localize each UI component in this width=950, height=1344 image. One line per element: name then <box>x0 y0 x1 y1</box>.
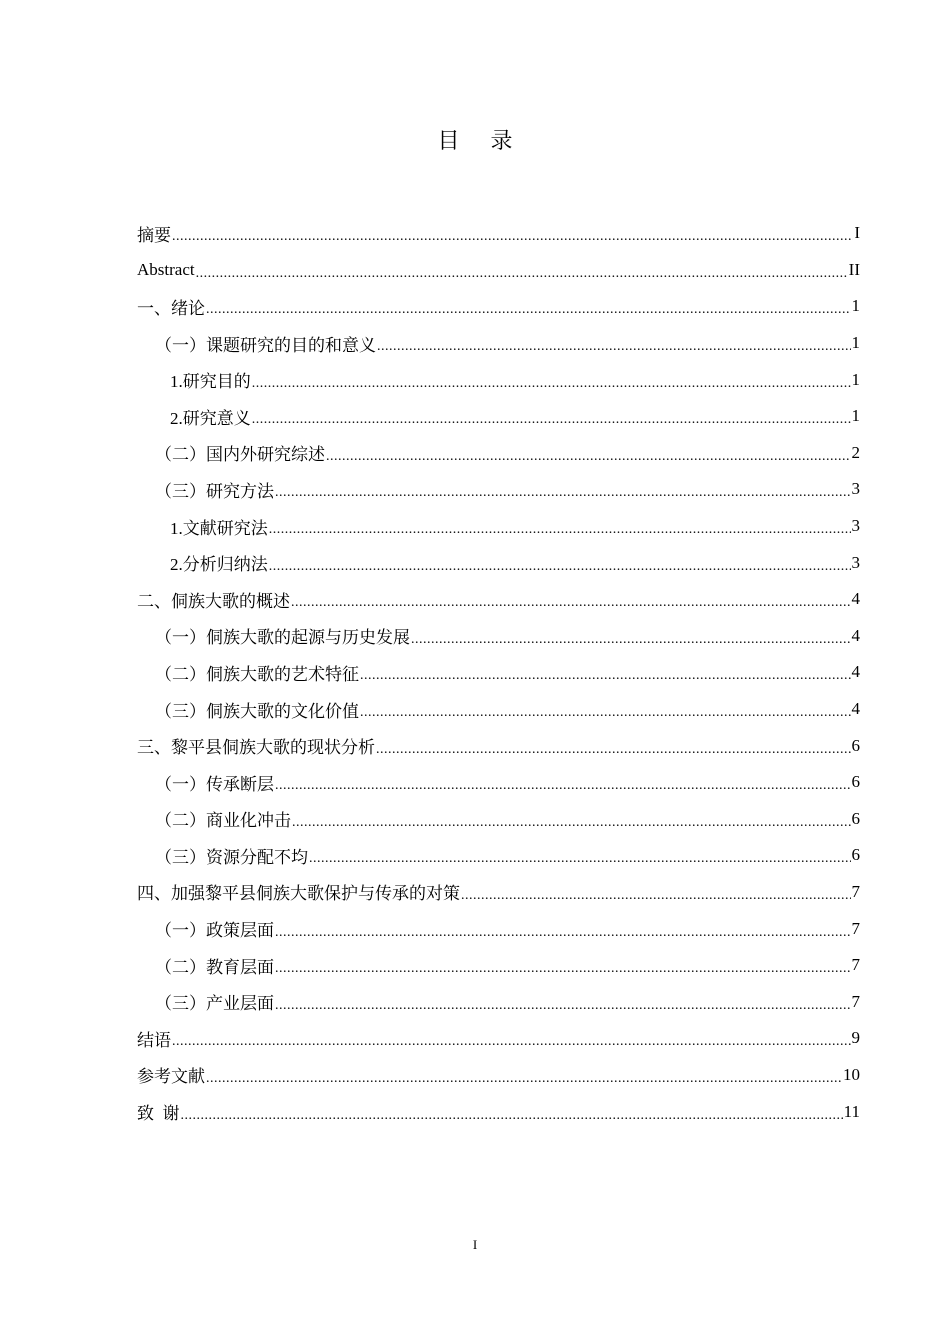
dot-leader <box>376 738 851 758</box>
toc-entry[interactable] <box>137 252 860 289</box>
toc-entry[interactable] <box>137 910 860 947</box>
dot-leader <box>309 847 851 867</box>
toc-entry-label: 摘要 <box>137 225 171 245</box>
dot-leader <box>252 372 851 392</box>
toc-entry-page: 11 <box>843 1101 860 1121</box>
toc-entry-page: 7 <box>851 881 860 901</box>
dot-leader <box>196 262 848 282</box>
toc-entry-page: 4 <box>851 589 860 609</box>
dot-leader <box>275 774 851 794</box>
toc-entry-page: 6 <box>851 735 860 755</box>
dot-leader <box>181 1104 843 1124</box>
dot-leader <box>172 225 853 245</box>
dot-leader <box>377 335 851 355</box>
dot-leader <box>269 555 851 575</box>
toc-entry-page: 3 <box>851 479 860 499</box>
toc-entry-page: 3 <box>851 552 860 572</box>
toc-entry[interactable] <box>137 544 860 581</box>
toc-entry[interactable] <box>137 508 860 545</box>
toc-entry-page: II <box>848 259 860 279</box>
toc-entry-label: 参考文献 <box>137 1067 205 1087</box>
toc-entry[interactable] <box>137 1093 860 1130</box>
toc-entry[interactable] <box>137 618 860 655</box>
table-of-contents <box>137 215 860 1130</box>
toc-entry-label: 致 谢 <box>137 1104 180 1124</box>
toc-entry-page: 2 <box>851 442 860 462</box>
toc-entry[interactable] <box>137 983 860 1020</box>
toc-entry-label: 二、侗族大歌的概述 <box>137 591 290 611</box>
dot-leader <box>360 664 851 684</box>
toc-entry-label: 三、黎平县侗族大歌的现状分析 <box>137 738 375 758</box>
toc-entry-page: 1 <box>851 296 860 316</box>
toc-entry-label: （二）商业化冲击 <box>155 811 291 831</box>
toc-entry-label: Abstract <box>137 259 195 279</box>
page-title: 目 录 <box>437 129 525 154</box>
toc-entry[interactable] <box>137 801 860 838</box>
toc-entry-label: （一）课题研究的目的和意义 <box>155 335 376 355</box>
toc-entry-page: 4 <box>851 699 860 719</box>
toc-entry-label: （二）教育层面 <box>155 957 274 977</box>
toc-entry[interactable] <box>137 288 860 325</box>
dot-leader <box>206 1067 842 1087</box>
dot-leader <box>291 591 851 611</box>
toc-entry[interactable] <box>137 874 860 911</box>
toc-entry[interactable] <box>137 691 860 728</box>
toc-entry-page: 4 <box>851 662 860 682</box>
toc-entry-label: （一）传承断层 <box>155 774 274 794</box>
toc-entry-label: 一、绪论 <box>137 298 205 318</box>
toc-entry[interactable] <box>137 764 860 801</box>
toc-entry-label: 1.文献研究法 <box>170 518 268 538</box>
toc-entry[interactable] <box>137 471 860 508</box>
toc-entry-label: 四、加强黎平县侗族大歌保护与传承的对策 <box>137 884 460 904</box>
toc-entry-page: 7 <box>851 991 860 1011</box>
dot-leader <box>269 518 851 538</box>
dot-leader <box>275 994 851 1014</box>
toc-entry[interactable] <box>137 947 860 984</box>
page-number: I <box>472 1237 478 1252</box>
toc-entry-label: （二）侗族大歌的艺术特征 <box>155 664 359 684</box>
toc-entry[interactable] <box>137 654 860 691</box>
toc-entry-page: 6 <box>851 808 860 828</box>
dot-leader <box>461 884 851 904</box>
toc-entry[interactable] <box>137 1057 860 1094</box>
toc-entry-label: （三）产业层面 <box>155 994 274 1014</box>
toc-entry[interactable] <box>137 398 860 435</box>
toc-entry-page: 9 <box>851 1028 860 1048</box>
dot-leader <box>172 1030 851 1050</box>
dot-leader <box>206 298 851 318</box>
toc-entry-page: 1 <box>851 333 860 353</box>
toc-entry-page: 3 <box>851 516 860 536</box>
toc-entry-page: 1 <box>851 369 860 389</box>
dot-leader <box>360 701 851 721</box>
toc-entry[interactable] <box>137 325 860 362</box>
toc-entry[interactable] <box>137 361 860 398</box>
dot-leader <box>275 481 851 501</box>
toc-entry-page: 6 <box>851 845 860 865</box>
toc-entry-label: （三）侗族大歌的文化价值 <box>155 701 359 721</box>
toc-entry[interactable] <box>137 581 860 618</box>
toc-entry-page: 10 <box>843 1064 860 1084</box>
toc-entry-label: 1.研究目的 <box>170 372 251 392</box>
toc-entry-label: （一）侗族大歌的起源与历史发展 <box>155 628 410 648</box>
toc-entry-page: 1 <box>851 406 860 426</box>
toc-entry-page: I <box>854 223 860 243</box>
toc-entry-label: （二）国内外研究综述 <box>155 445 325 465</box>
toc-entry-label: （一）政策层面 <box>155 921 274 941</box>
dot-leader <box>411 628 851 648</box>
toc-entry[interactable] <box>137 1020 860 1057</box>
toc-entry-label: （三）研究方法 <box>155 481 274 501</box>
toc-entry-label: （三）资源分配不均 <box>155 847 308 867</box>
toc-entry-page: 7 <box>851 918 860 938</box>
toc-entry-page: 4 <box>851 625 860 645</box>
toc-entry-label: 2.研究意义 <box>170 408 251 428</box>
toc-entry-page: 7 <box>851 955 860 975</box>
toc-entry[interactable] <box>137 215 860 252</box>
dot-leader <box>252 408 851 428</box>
toc-entry[interactable] <box>137 435 860 472</box>
dot-leader <box>326 445 851 465</box>
toc-entry-label: 结语 <box>137 1030 171 1050</box>
dot-leader <box>275 957 851 977</box>
dot-leader <box>292 811 851 831</box>
toc-entry-label: 2.分析归纳法 <box>170 555 268 575</box>
toc-entry-page: 6 <box>851 772 860 792</box>
toc-entry[interactable] <box>137 727 860 764</box>
toc-entry[interactable] <box>137 837 860 874</box>
dot-leader <box>275 921 851 941</box>
